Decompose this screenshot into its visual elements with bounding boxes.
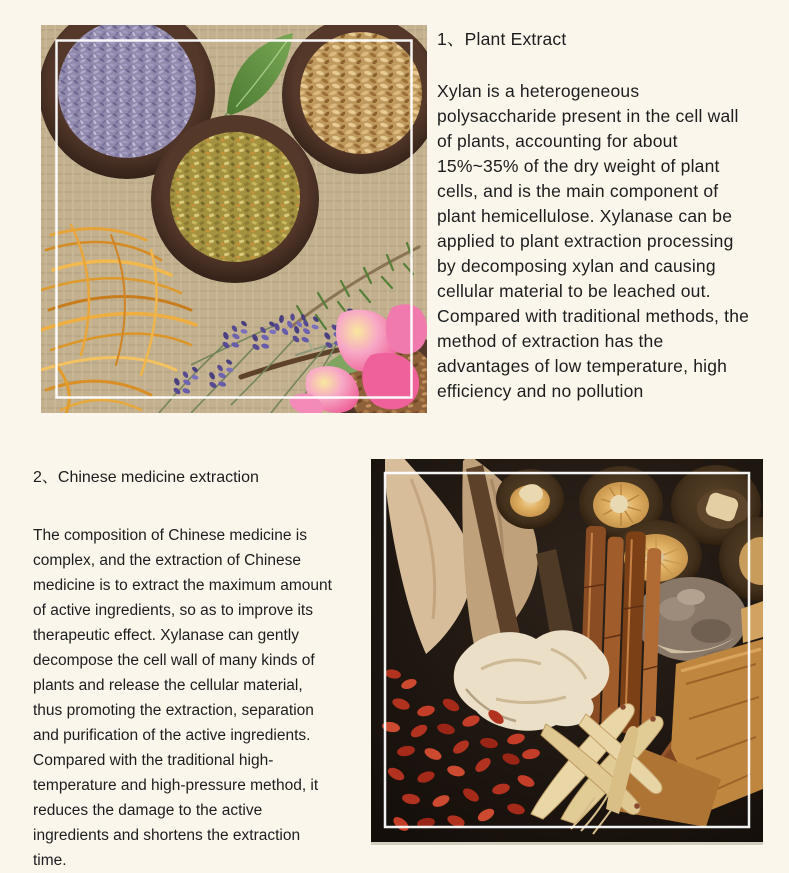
herbs-photo (41, 25, 427, 413)
herbs-photo-illustration (41, 25, 427, 413)
section-2-title: 2、Chinese medicine extraction (33, 469, 259, 486)
plant-extract-section (437, 29, 755, 404)
section-1-title: 1、Plant Extract (437, 29, 567, 49)
chinese-medicine-illustration (371, 459, 763, 842)
section-1-body: Xylan is a heterogeneous polysaccharide present in the cell wall of plants, accounting for about 15%~35% of the dry weight of plant cells, and is the main component of plant hemicellulose. Xylanase can be applied to plant extraction processing by decomposing xylan and causing cellular material to be leached out. Compared with traditional methods, the method of extraction has the advantages of low temperature, high efficiency and no pollution (437, 81, 750, 402)
chinese-medicine-photo (371, 459, 763, 842)
photo-bottom-edge (371, 842, 763, 845)
chopped-herb-bowl (151, 115, 319, 283)
section-2-body: The composition of Chinese medicine is complex, and the extraction of Chinese medicine is to extract the maximum amount of active ingredients, so as to improve its therapeutic effect. Xylanase can gently decompose the cell wall of many kinds of plants and release the cellular material, thus promoting the extraction, separation and purification of the active ingredients. Compared with the traditional high-temperature and high-pressure method, it reduces the damage to the active ingredients and shortens the extraction time. (33, 527, 332, 869)
